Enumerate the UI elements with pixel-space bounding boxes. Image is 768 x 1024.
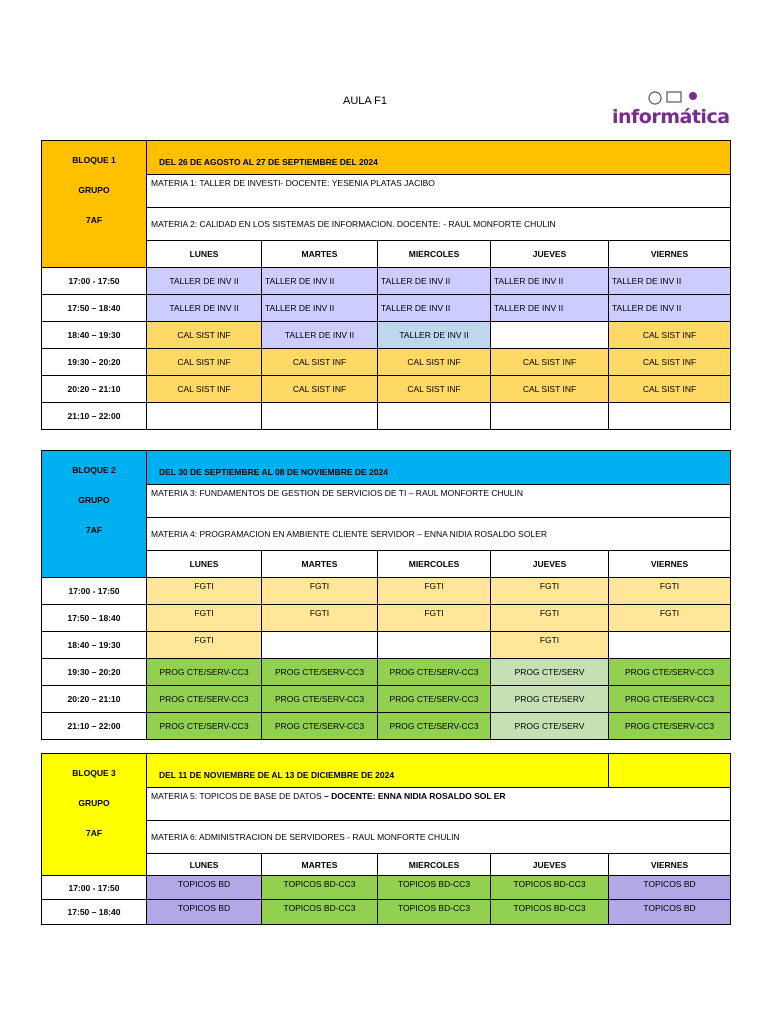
time-slot: 17:50 – 18:40 — [42, 295, 147, 322]
empty-cell — [147, 403, 262, 430]
class-cell: TALLER DE INV II — [262, 268, 378, 295]
day-header: VIERNES — [609, 241, 731, 268]
class-cell: TOPICOS BD-CC3 — [378, 876, 491, 900]
class-cell: TALLER DE INV II — [378, 268, 491, 295]
class-cell: PROG CTE/SERV-CC3 — [378, 713, 491, 740]
class-cell: CAL SIST INF — [491, 349, 609, 376]
class-cell: PROG CTE/SERV — [491, 686, 609, 713]
empty-cell — [262, 632, 378, 659]
time-slot: 20:20 – 21:10 — [42, 376, 147, 403]
class-cell: TALLER DE INV II — [147, 295, 262, 322]
day-header: LUNES — [147, 551, 262, 578]
class-cell: PROG CTE/SERV-CC3 — [147, 686, 262, 713]
class-cell: PROG CTE/SERV-CC3 — [609, 686, 731, 713]
day-header: JUEVES — [491, 551, 609, 578]
class-cell: PROG CTE/SERV — [491, 713, 609, 740]
class-cell: TALLER DE INV II — [609, 295, 731, 322]
class-cell: CAL SIST INF — [147, 322, 262, 349]
date-range: DEL 30 DE SEPTIEMBRE AL 08 DE NOVIEMBRE DE 2024 — [147, 451, 731, 485]
class-cell: PROG CTE/SERV-CC3 — [378, 659, 491, 686]
class-cell: FGTI — [491, 632, 609, 659]
day-header: VIERNES — [609, 551, 731, 578]
grupo-label: GRUPO — [78, 798, 110, 808]
time-slot: 17:00 - 17:50 — [42, 876, 147, 900]
class-cell: FGTI — [491, 605, 609, 632]
class-cell: PROG CTE/SERV-CC3 — [147, 713, 262, 740]
empty-cell — [491, 403, 609, 430]
class-cell: TOPICOS BD — [147, 900, 262, 925]
class-cell: CAL SIST INF — [147, 349, 262, 376]
class-cell: PROG CTE/SERV-CC3 — [262, 713, 378, 740]
class-cell: PROG CTE/SERV — [491, 659, 609, 686]
class-cell: CAL SIST INF — [147, 376, 262, 403]
time-slot: 21:10 – 22:00 — [42, 713, 147, 740]
day-header: MARTES — [262, 854, 378, 876]
class-cell: TOPICOS BD-CC3 — [491, 900, 609, 925]
class-cell: CAL SIST INF — [491, 376, 609, 403]
materia-5-docente: – DOCENTE: ENNA NIDIA ROSALDO SOL ER — [321, 791, 506, 801]
class-cell: FGTI — [609, 605, 731, 632]
class-cell: TALLER DE INV II — [147, 268, 262, 295]
bloque-title: BLOQUE 3 — [72, 768, 116, 778]
informatica-logo — [607, 86, 730, 134]
class-cell: TALLER DE INV II — [378, 322, 491, 349]
time-slot: 20:20 – 21:10 — [42, 686, 147, 713]
class-cell: FGTI — [378, 605, 491, 632]
class-cell: TOPICOS BD — [609, 876, 731, 900]
class-cell: FGTI — [609, 578, 731, 605]
class-cell: TALLER DE INV II — [262, 295, 378, 322]
time-slot: 19:30 – 20:20 — [42, 659, 147, 686]
class-cell: FGTI — [147, 578, 262, 605]
time-slot: 17:50 – 18:40 — [42, 900, 147, 925]
class-cell: PROG CTE/SERV-CC3 — [262, 659, 378, 686]
materia-2: MATERIA 2: CALIDAD EN LOS SISTEMAS DE INFORMACION. DOCENTE: - RAUL MONFORTE CHULIN — [147, 208, 731, 241]
bloque-1-header — [42, 141, 147, 268]
date-range: DEL 26 DE AGOSTO AL 27 DE SEPTIEMBRE DEL 2024 — [147, 141, 731, 175]
class-cell: TALLER DE INV II — [262, 322, 378, 349]
day-header: MARTES — [262, 241, 378, 268]
aula-label: AULA F1 — [343, 95, 388, 107]
class-cell: FGTI — [262, 578, 378, 605]
day-header: JUEVES — [491, 854, 609, 876]
class-cell: TALLER DE INV II — [609, 268, 731, 295]
time-slot: 17:50 – 18:40 — [42, 605, 147, 632]
logo-text: informática — [612, 106, 730, 128]
class-cell: CAL SIST INF — [262, 376, 378, 403]
group-code: 7AF — [85, 828, 103, 838]
time-slot: 19:30 – 20:20 — [42, 349, 147, 376]
time-slot: 17:00 - 17:50 — [42, 268, 147, 295]
group-code: 7AF — [85, 525, 103, 535]
class-cell: PROG CTE/SERV-CC3 — [609, 713, 731, 740]
class-cell: CAL SIST INF — [378, 349, 491, 376]
group-code: 7AF — [85, 215, 103, 225]
materia-4: MATERIA 4: PROGRAMACION EN AMBIENTE CLIENTE SERVIDOR – ENNA NIDIA ROSALDO SOLER — [147, 518, 731, 551]
class-cell: TOPICOS BD-CC3 — [262, 876, 378, 900]
materia-1: MATERIA 1: TALLER DE INVESTI- DOCENTE: YESENIA PLATAS JACIBO — [147, 175, 731, 208]
time-slot: 18:40 – 19:30 — [42, 322, 147, 349]
materia-5 — [147, 788, 731, 821]
empty-cell — [609, 403, 731, 430]
day-header: MARTES — [262, 551, 378, 578]
class-cell: PROG CTE/SERV-CC3 — [262, 686, 378, 713]
day-header: JUEVES — [491, 241, 609, 268]
class-cell: TALLER DE INV II — [378, 295, 491, 322]
empty-cell — [609, 632, 731, 659]
day-header: MIERCOLES — [378, 551, 491, 578]
class-cell: TALLER DE INV II — [491, 268, 609, 295]
class-cell: FGTI — [491, 578, 609, 605]
class-cell: PROG CTE/SERV-CC3 — [609, 659, 731, 686]
bloque-2-table — [41, 450, 731, 740]
bloque-title: BLOQUE 1 — [72, 155, 116, 165]
class-cell: FGTI — [147, 605, 262, 632]
empty-cell — [378, 403, 491, 430]
class-cell: TOPICOS BD — [147, 876, 262, 900]
class-cell: PROG CTE/SERV-CC3 — [147, 659, 262, 686]
bloque-2-header — [42, 451, 147, 578]
grupo-label: GRUPO — [78, 495, 110, 505]
class-cell: CAL SIST INF — [609, 376, 731, 403]
bloque-title: BLOQUE 2 — [72, 465, 116, 475]
class-cell: TOPICOS BD-CC3 — [491, 876, 609, 900]
empty-cell — [262, 403, 378, 430]
day-header: MIERCOLES — [378, 854, 491, 876]
class-cell: TALLER DE INV II — [491, 295, 609, 322]
time-slot: 17:00 - 17:50 — [42, 578, 147, 605]
class-cell: FGTI — [147, 632, 262, 659]
empty-cell — [378, 632, 491, 659]
class-cell: TOPICOS BD-CC3 — [378, 900, 491, 925]
day-header: LUNES — [147, 241, 262, 268]
class-cell: FGTI — [262, 605, 378, 632]
day-header: VIERNES — [609, 854, 731, 876]
materia-3: MATERIA 3: FUNDAMENTOS DE GESTION DE SERVICIOS DE TI – RAUL MONFORTE CHULIN — [147, 485, 731, 518]
class-cell: FGTI — [378, 578, 491, 605]
time-slot: 21:10 – 22:00 — [42, 403, 147, 430]
date-range: DEL 11 DE NOVIEMBRE DE AL 13 DE DICIEMBRE DE 2024 — [147, 754, 609, 788]
materia-6: MATERIA 6: ADMINISTRACION DE SERVIDORES - RAUL MONFORTE CHULIN — [147, 821, 731, 854]
empty-cell — [491, 322, 609, 349]
materia-5-subject: MATERIA 5: TOPICOS DE BASE DE DATOS — [151, 791, 322, 801]
class-cell: TOPICOS BD — [609, 900, 731, 925]
empty-cell — [609, 754, 731, 788]
class-cell: CAL SIST INF — [609, 322, 731, 349]
day-header: LUNES — [147, 854, 262, 876]
class-cell: TOPICOS BD-CC3 — [262, 900, 378, 925]
class-cell: PROG CTE/SERV-CC3 — [378, 686, 491, 713]
class-cell: CAL SIST INF — [262, 349, 378, 376]
logo-deco-icon — [645, 86, 705, 108]
bloque-3-header — [42, 754, 147, 876]
day-header: MIERCOLES — [378, 241, 491, 268]
grupo-label: GRUPO — [78, 185, 110, 195]
time-slot: 18:40 – 19:30 — [42, 632, 147, 659]
bloque-1-table — [41, 140, 731, 430]
class-cell: CAL SIST INF — [609, 349, 731, 376]
class-cell: CAL SIST INF — [378, 376, 491, 403]
bloque-3-table — [41, 753, 731, 925]
